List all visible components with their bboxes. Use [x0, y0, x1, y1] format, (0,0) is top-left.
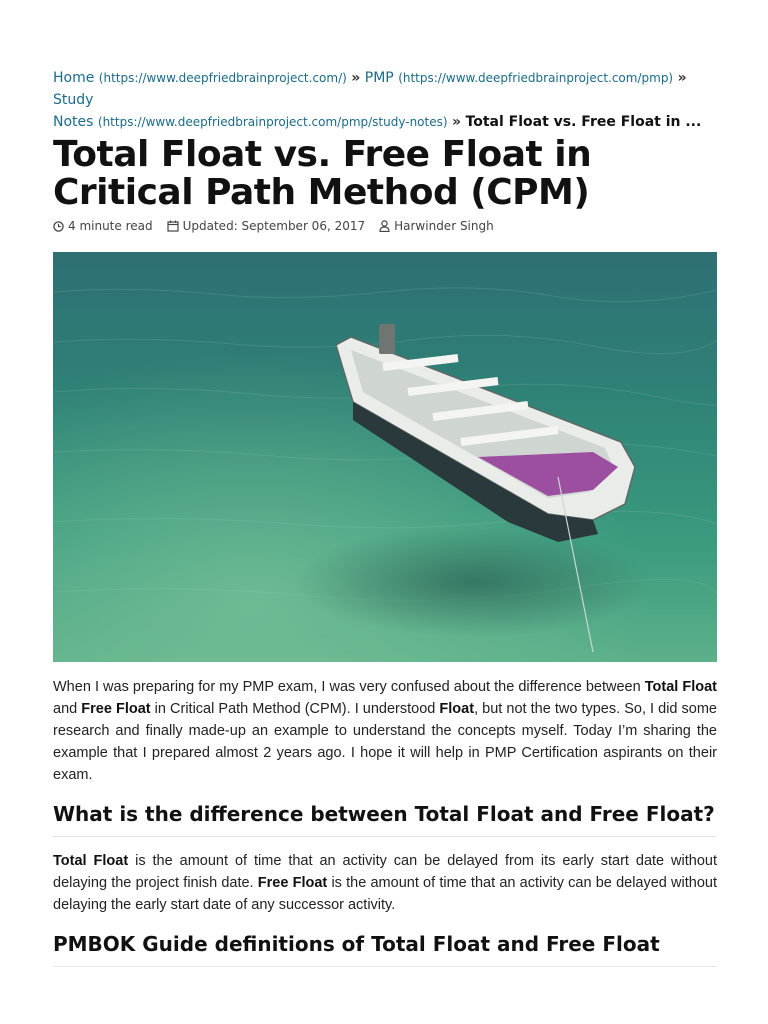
section-heading-pmbok: PMBOK Guide definitions of Total Float and Free Float	[53, 932, 717, 967]
breadcrumb-separator: »	[351, 70, 361, 86]
author: Harwinder Singh	[379, 219, 494, 233]
page-title: Total Float vs. Free Float in Critical Path Method (CPM)	[53, 134, 592, 213]
intro-paragraph: When I was preparing for my PMP exam, I was very confused about the difference between Total Float and Free Float in Critical Path Method (CPM). I understood Float, but not the two types. So, I did some research and finally made-up an example to understand the concepts myself. Today I’m sharing the example that I prepared almost 2 years ago. I hope it will help in PMP Certification aspirants on their exam.	[53, 679, 718, 783]
article-meta	[53, 219, 508, 233]
breadcrumb	[53, 67, 717, 133]
section-heading-difference: What is the difference between Total Float and Free Float?	[53, 802, 717, 837]
breadcrumb-separator: »	[452, 114, 462, 130]
breadcrumb-home-link[interactable]: Home (https://www.deepfriedbrainproject.com/)	[53, 70, 347, 86]
breadcrumb-current: Total Float vs. Free Float in ...	[465, 114, 702, 130]
hero-image	[53, 252, 717, 662]
breadcrumb-study-notes-link[interactable]: Study Notes (https://www.deepfriedbrainproject.com/pmp/study-notes)	[53, 92, 448, 130]
breadcrumb-separator: »	[677, 70, 687, 86]
breadcrumb-pmp-link[interactable]: PMP (https://www.deepfriedbrainproject.com/pmp)	[364, 70, 674, 86]
clock-icon	[53, 221, 64, 232]
user-icon	[379, 220, 390, 232]
updated-date: Updated: September 06, 2017	[167, 219, 366, 233]
calendar-icon	[167, 220, 179, 232]
read-time: 4 minute read	[53, 219, 153, 233]
definition-paragraph: Total Float is the amount of time that an activity can be delayed from its early start date without delaying the project finish date. Free Float is the amount of time that an activity can be delayed without delaying the early start date of any successor activity.	[53, 853, 717, 913]
